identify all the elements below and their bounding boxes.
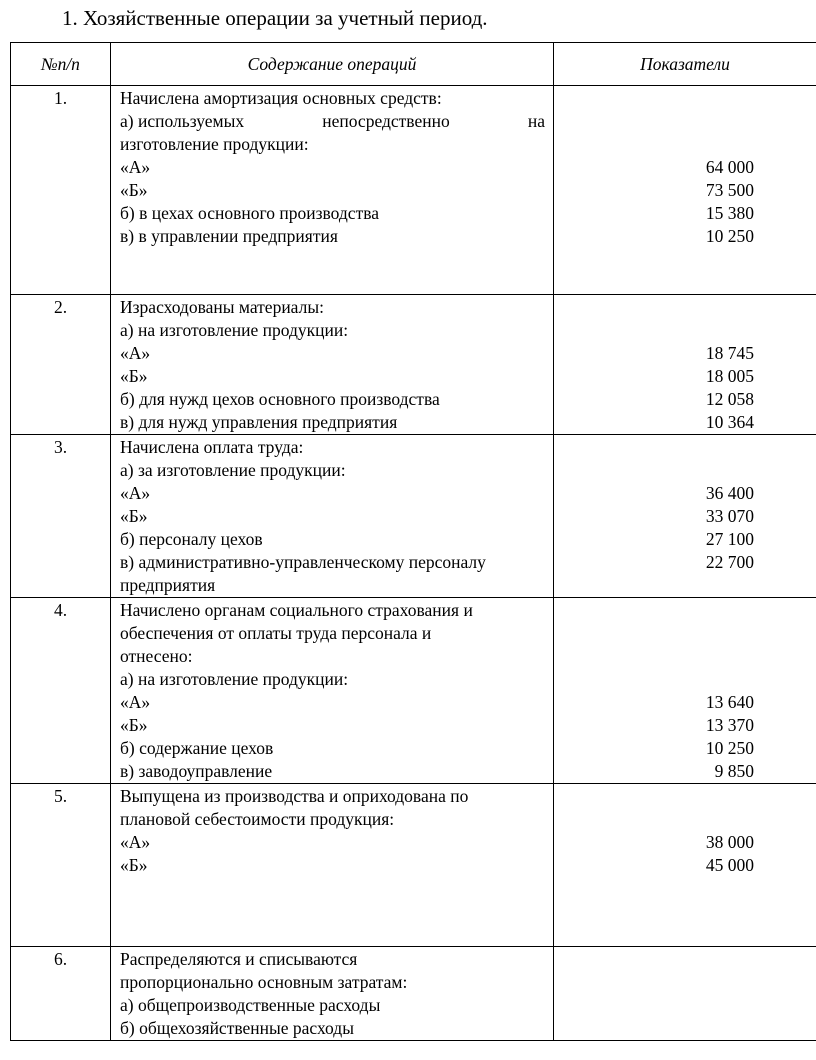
- row-number: 4.: [11, 598, 111, 784]
- content-line: Выпущена из производства и оприходована по: [120, 786, 469, 806]
- content-line: Начислена амортизация основных средств:: [120, 88, 442, 108]
- content-line: «А»: [120, 832, 151, 852]
- value-cell: [554, 87, 754, 110]
- value-cell: [554, 133, 754, 156]
- operation-content: [111, 435, 554, 598]
- table-header-row: [11, 43, 816, 86]
- operation-content: [111, 598, 554, 784]
- operation-values: [554, 435, 816, 598]
- value-cell: 10 250: [705, 738, 754, 758]
- value-cell: [554, 319, 754, 342]
- table-body: [11, 86, 816, 1041]
- value-cell: 45 000: [705, 855, 754, 875]
- value-cell: [554, 994, 754, 1017]
- value-cell: 36 400: [705, 483, 754, 503]
- row-number: 2.: [11, 295, 111, 435]
- content-line: Начислена оплата труда:: [120, 437, 304, 457]
- value-cell: [554, 1017, 754, 1040]
- content-line: изготовление продукции:: [120, 134, 309, 154]
- content-line: Распределяются и списываются: [120, 949, 358, 969]
- operation-content: [111, 947, 554, 1041]
- value-cell: [554, 459, 754, 482]
- content-line: Начислено органам социального страхования и: [120, 600, 473, 620]
- table-row: [11, 86, 816, 295]
- value-cell: 18 745: [705, 343, 754, 363]
- value-cell: [554, 785, 754, 808]
- value-cell: 13 640: [705, 692, 754, 712]
- operation-content: [111, 86, 554, 295]
- value-cell: [554, 296, 754, 319]
- content-line: б) персоналу цехов: [120, 529, 263, 549]
- content-line: в) административно-управленческому персоналу: [120, 552, 486, 572]
- row-number: 3.: [11, 435, 111, 598]
- header-values: Показатели: [554, 43, 816, 86]
- content-line: Израсходованы материалы:: [120, 297, 324, 317]
- content-word: на: [527, 111, 545, 131]
- content-word: а) используемых: [120, 111, 245, 131]
- header-num: №п/п: [11, 43, 111, 86]
- operations-table: [10, 42, 816, 1041]
- value-cell: 38 000: [705, 832, 754, 852]
- content-word: непосредственно: [322, 111, 450, 131]
- header-content: Содержание операций: [111, 43, 554, 86]
- content-line: «Б»: [120, 366, 148, 386]
- content-line: «Б»: [120, 715, 148, 735]
- value-cell: [554, 599, 754, 622]
- value-cell: 12 058: [705, 389, 754, 409]
- document-title: 1. Хозяйственные операции за учетный период.: [62, 6, 488, 30]
- operation-values: [554, 86, 816, 295]
- value-cell: 10 250: [705, 226, 754, 246]
- operation-content: [111, 784, 554, 947]
- value-cell: [554, 436, 754, 459]
- value-cell: [554, 948, 754, 971]
- content-line: обеспечения от оплаты труда персонала и: [120, 623, 432, 643]
- content-line: «А»: [120, 343, 151, 363]
- value-cell: [554, 622, 754, 645]
- content-line: а) на изготовление продукции:: [120, 669, 349, 689]
- operation-values: [554, 598, 816, 784]
- content-line: плановой себестоимости продукция:: [120, 809, 395, 829]
- content-line: [120, 110, 545, 133]
- value-cell: [554, 808, 754, 831]
- value-cell: [554, 110, 754, 133]
- operation-values: [554, 295, 816, 435]
- content-line: а) общепроизводственные расходы: [120, 995, 381, 1015]
- value-cell: [554, 574, 754, 597]
- table-row: [11, 784, 816, 947]
- table-row: [11, 295, 816, 435]
- value-cell: [554, 668, 754, 691]
- content-line: б) в цехах основного производства: [120, 203, 380, 223]
- content-line: б) общехозяйственные расходы: [120, 1018, 354, 1038]
- content-line: б) для нужд цехов основного производства: [120, 389, 440, 409]
- value-cell: 64 000: [705, 157, 754, 177]
- content-line: «А»: [120, 157, 151, 177]
- content-line: «А»: [120, 692, 151, 712]
- content-line: отнесено:: [120, 646, 193, 666]
- content-line: б) содержание цехов: [120, 738, 274, 758]
- value-cell: 13 370: [705, 715, 754, 735]
- value-cell: 10 364: [705, 412, 754, 432]
- content-line: в) для нужд управления предприятия: [120, 412, 398, 432]
- operation-values: [554, 947, 816, 1041]
- value-cell: 15 380: [705, 203, 754, 223]
- content-line: пропорционально основным затратам:: [120, 972, 408, 992]
- operation-content: [111, 295, 554, 435]
- content-line: а) на изготовление продукции:: [120, 320, 349, 340]
- row-number: 6.: [11, 947, 111, 1041]
- operation-values: [554, 784, 816, 947]
- content-line: в) в управлении предприятия: [120, 226, 338, 246]
- value-cell: 9 850: [714, 761, 754, 781]
- content-line: «Б»: [120, 180, 148, 200]
- table-row: [11, 947, 816, 1041]
- value-cell: 73 500: [705, 180, 754, 200]
- row-number: 1.: [11, 86, 111, 295]
- content-line: «А»: [120, 483, 151, 503]
- value-cell: 27 100: [705, 529, 754, 549]
- value-cell: 22 700: [705, 552, 754, 572]
- row-number: 5.: [11, 784, 111, 947]
- content-line: предприятия: [120, 575, 216, 595]
- value-cell: [554, 645, 754, 668]
- content-line: в) заводоуправление: [120, 761, 273, 781]
- value-cell: 33 070: [705, 506, 754, 526]
- value-cell: 18 005: [705, 366, 754, 386]
- value-cell: [554, 971, 754, 994]
- content-line: «Б»: [120, 855, 148, 875]
- table-row: [11, 435, 816, 598]
- table-row: [11, 598, 816, 784]
- content-line: «Б»: [120, 506, 148, 526]
- content-line: а) за изготовление продукции:: [120, 460, 346, 480]
